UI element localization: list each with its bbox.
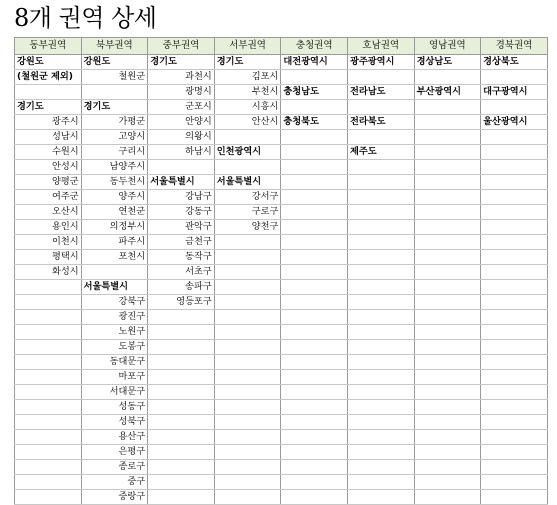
table-cell[interactable]: [347, 400, 414, 415]
table-cell[interactable]: [414, 445, 481, 460]
table-cell[interactable]: 인천광역시: [214, 145, 281, 160]
table-cell[interactable]: [347, 475, 414, 490]
table-cell[interactable]: 서울특별시: [81, 280, 148, 295]
table-cell[interactable]: [347, 265, 414, 280]
table-row: [15, 370, 548, 385]
table-cell[interactable]: 안양시: [148, 115, 215, 130]
table-cell[interactable]: [481, 400, 548, 415]
table-row: [15, 115, 548, 130]
column-header: 중부권역: [148, 38, 215, 55]
table-cell[interactable]: [148, 370, 215, 385]
table-cell[interactable]: [281, 325, 348, 340]
table-cell[interactable]: 고양시: [81, 130, 148, 145]
table-cell[interactable]: [414, 280, 481, 295]
table-header: [15, 38, 548, 55]
table-cell[interactable]: [281, 190, 348, 205]
table-cell[interactable]: [281, 295, 348, 310]
table-cell[interactable]: [414, 175, 481, 190]
table-row: [15, 310, 548, 325]
table-cell[interactable]: 광명시: [148, 85, 215, 100]
table-cell[interactable]: [281, 160, 348, 175]
table-cell[interactable]: [481, 370, 548, 385]
table-cell[interactable]: [214, 325, 281, 340]
table-cell[interactable]: [414, 145, 481, 160]
table-cell[interactable]: [281, 220, 348, 235]
table-cell[interactable]: [281, 400, 348, 415]
table-cell[interactable]: [481, 265, 548, 280]
table-cell[interactable]: 성동구: [81, 400, 148, 415]
table-cell[interactable]: 강서구: [214, 190, 281, 205]
table-cell[interactable]: 경상북도: [481, 55, 548, 70]
table-cell[interactable]: [481, 325, 548, 340]
table-cell[interactable]: [281, 100, 348, 115]
table-cell[interactable]: [281, 175, 348, 190]
table-row: [15, 280, 548, 295]
table-row: [15, 490, 548, 505]
table-cell[interactable]: [414, 415, 481, 430]
table-cell[interactable]: 수원시: [15, 145, 82, 160]
table-cell[interactable]: [481, 100, 548, 115]
table-cell[interactable]: [281, 430, 348, 445]
table-body: [15, 55, 548, 505]
table-cell[interactable]: 안성시: [15, 160, 82, 175]
table-cell[interactable]: [347, 205, 414, 220]
table-cell[interactable]: 동작구: [148, 250, 215, 265]
table-cell[interactable]: 경상남도: [414, 55, 481, 70]
table-cell[interactable]: [414, 235, 481, 250]
table-cell[interactable]: [214, 430, 281, 445]
table-row: [15, 400, 548, 415]
table-cell[interactable]: 광주광역시: [347, 55, 414, 70]
table-cell[interactable]: 울산광역시: [481, 115, 548, 130]
table-cell[interactable]: [347, 130, 414, 145]
table-cell[interactable]: [347, 100, 414, 115]
table-cell[interactable]: [347, 310, 414, 325]
table-cell[interactable]: [347, 235, 414, 250]
table-cell[interactable]: [414, 250, 481, 265]
table-cell[interactable]: [414, 355, 481, 370]
table-cell[interactable]: [81, 265, 148, 280]
table-cell[interactable]: 성남시: [15, 130, 82, 145]
table-row: [15, 460, 548, 475]
table-cell[interactable]: [281, 415, 348, 430]
table-cell[interactable]: 서울특별시: [148, 175, 215, 190]
column-header: 충청권역: [281, 38, 348, 55]
table-cell[interactable]: 양주시: [81, 190, 148, 205]
table-cell[interactable]: 용산구: [81, 430, 148, 445]
table-cell[interactable]: 전라북도: [347, 115, 414, 130]
table-cell[interactable]: [481, 385, 548, 400]
table-cell[interactable]: [281, 145, 348, 160]
table-cell[interactable]: 동두천시: [81, 175, 148, 190]
table-cell[interactable]: 평택시: [15, 250, 82, 265]
table-cell[interactable]: 은평구: [81, 445, 148, 460]
table-cell[interactable]: [481, 490, 548, 505]
table-cell[interactable]: [347, 490, 414, 505]
table-cell[interactable]: 성북구: [81, 415, 148, 430]
table-cell[interactable]: 군포시: [148, 100, 215, 115]
table-cell[interactable]: 노원구: [81, 325, 148, 340]
table-cell[interactable]: [414, 265, 481, 280]
table-cell[interactable]: [148, 445, 215, 460]
table-cell[interactable]: [281, 445, 348, 460]
table-cell[interactable]: [148, 490, 215, 505]
table-cell[interactable]: [148, 325, 215, 340]
table-cell[interactable]: [481, 250, 548, 265]
table-cell[interactable]: [481, 130, 548, 145]
table-cell[interactable]: [148, 460, 215, 475]
table-cell[interactable]: [481, 460, 548, 475]
table-cell[interactable]: [15, 430, 82, 445]
table-row: [15, 325, 548, 340]
table-cell[interactable]: [148, 475, 215, 490]
table-cell[interactable]: [214, 355, 281, 370]
table-cell[interactable]: [414, 220, 481, 235]
table-cell[interactable]: [15, 280, 82, 295]
table-cell[interactable]: [347, 250, 414, 265]
table-row: [15, 235, 548, 250]
table-cell[interactable]: [481, 70, 548, 85]
table-cell[interactable]: [281, 370, 348, 385]
table-cell[interactable]: 충청북도: [281, 115, 348, 130]
table-cell[interactable]: [15, 490, 82, 505]
table-cell[interactable]: [281, 340, 348, 355]
table-cell[interactable]: [15, 385, 82, 400]
table-cell[interactable]: [414, 100, 481, 115]
table-cell[interactable]: 의정부시: [81, 220, 148, 235]
table-cell[interactable]: [148, 415, 215, 430]
table-cell[interactable]: [214, 160, 281, 175]
table-row: [15, 220, 548, 235]
table-cell[interactable]: 대전광역시: [281, 55, 348, 70]
table-cell[interactable]: 안산시: [214, 115, 281, 130]
table-cell[interactable]: [81, 85, 148, 100]
table-cell[interactable]: 광주시: [15, 115, 82, 130]
table-cell[interactable]: [15, 85, 82, 100]
table-cell[interactable]: [281, 475, 348, 490]
table-cell[interactable]: [414, 325, 481, 340]
table-cell[interactable]: 서울특별시: [214, 175, 281, 190]
table-cell[interactable]: (철원군 제외): [15, 70, 82, 85]
table-cell[interactable]: 연천군: [81, 205, 148, 220]
column-header: 동부권역: [15, 38, 82, 55]
table-cell[interactable]: [414, 190, 481, 205]
table-cell[interactable]: 강원도: [81, 55, 148, 70]
table-cell[interactable]: [481, 190, 548, 205]
table-cell[interactable]: [15, 310, 82, 325]
table-cell[interactable]: [347, 340, 414, 355]
table-cell[interactable]: 의왕시: [148, 130, 215, 145]
table-cell[interactable]: 강남구: [148, 190, 215, 205]
table-cell[interactable]: 시흥시: [214, 100, 281, 115]
table-cell[interactable]: [281, 310, 348, 325]
table-cell[interactable]: [414, 475, 481, 490]
table-cell[interactable]: [347, 415, 414, 430]
table-cell[interactable]: 구리시: [81, 145, 148, 160]
table-cell[interactable]: [347, 175, 414, 190]
table-cell[interactable]: [281, 70, 348, 85]
table-cell[interactable]: [214, 295, 281, 310]
table-cell[interactable]: [414, 310, 481, 325]
table-cell[interactable]: [481, 235, 548, 250]
header-row: [15, 38, 548, 55]
table-row: [15, 190, 548, 205]
column-header: 서부권역: [214, 38, 281, 55]
table-cell[interactable]: [414, 160, 481, 175]
table-cell[interactable]: [347, 70, 414, 85]
table-cell[interactable]: 이천시: [15, 235, 82, 250]
table-cell[interactable]: [214, 400, 281, 415]
table-cell[interactable]: 영등포구: [148, 295, 215, 310]
table-cell[interactable]: 종로구: [81, 460, 148, 475]
table-cell[interactable]: [414, 385, 481, 400]
table-cell[interactable]: 금천구: [148, 235, 215, 250]
table-cell[interactable]: [214, 445, 281, 460]
table-cell[interactable]: [214, 235, 281, 250]
table-cell[interactable]: [214, 265, 281, 280]
table-cell[interactable]: [214, 280, 281, 295]
table-cell[interactable]: 마포구: [81, 370, 148, 385]
table-row: [15, 340, 548, 355]
table-cell[interactable]: [281, 250, 348, 265]
table-cell[interactable]: [347, 460, 414, 475]
table-cell[interactable]: [15, 445, 82, 460]
table-cell[interactable]: 대구광역시: [481, 85, 548, 100]
table-cell[interactable]: [414, 295, 481, 310]
table-cell[interactable]: 중구: [81, 475, 148, 490]
table-cell[interactable]: 오산시: [15, 205, 82, 220]
table-cell[interactable]: [281, 235, 348, 250]
column-header: 호남권역: [347, 38, 414, 55]
table-cell[interactable]: 철원군: [81, 70, 148, 85]
table-cell[interactable]: [148, 430, 215, 445]
table-cell[interactable]: [214, 490, 281, 505]
table-cell[interactable]: [414, 490, 481, 505]
table-cell[interactable]: [281, 490, 348, 505]
table-cell[interactable]: [347, 370, 414, 385]
table-cell[interactable]: [481, 175, 548, 190]
table-cell[interactable]: [414, 460, 481, 475]
table-cell[interactable]: [15, 460, 82, 475]
table-cell[interactable]: 관악구: [148, 220, 215, 235]
table-cell[interactable]: [481, 430, 548, 445]
table-cell[interactable]: [15, 400, 82, 415]
table-cell[interactable]: 양평군: [15, 175, 82, 190]
table-cell[interactable]: 전라남도: [347, 85, 414, 100]
table-cell[interactable]: [414, 370, 481, 385]
table-cell[interactable]: [481, 475, 548, 490]
table-cell[interactable]: [15, 325, 82, 340]
table-cell[interactable]: 부산광역시: [414, 85, 481, 100]
table-cell[interactable]: [347, 160, 414, 175]
table-row: [15, 250, 548, 265]
table-cell[interactable]: 강동구: [148, 205, 215, 220]
table-cell[interactable]: 가평군: [81, 115, 148, 130]
table-cell[interactable]: 강원도: [15, 55, 82, 70]
table-cell[interactable]: [347, 325, 414, 340]
table-cell[interactable]: [414, 130, 481, 145]
table-cell[interactable]: 양천구: [214, 220, 281, 235]
table-cell[interactable]: 경기도: [148, 55, 215, 70]
page-title: 8개 권역 상세: [14, 4, 157, 32]
table-row: [15, 55, 548, 70]
table-cell[interactable]: [347, 430, 414, 445]
table-cell[interactable]: 여주군: [15, 190, 82, 205]
table-cell[interactable]: [481, 205, 548, 220]
table-cell[interactable]: [214, 370, 281, 385]
table-cell[interactable]: [347, 295, 414, 310]
table-row: [15, 130, 548, 145]
table-row: [15, 355, 548, 370]
column-header: 북부권역: [81, 38, 148, 55]
table-cell[interactable]: [15, 355, 82, 370]
table-cell[interactable]: 광진구: [81, 310, 148, 325]
table-cell[interactable]: [281, 205, 348, 220]
table-cell[interactable]: [347, 385, 414, 400]
table-cell[interactable]: [414, 340, 481, 355]
table-cell[interactable]: [148, 160, 215, 175]
table-cell[interactable]: [347, 280, 414, 295]
table-cell[interactable]: 도봉구: [81, 340, 148, 355]
table-cell[interactable]: [148, 310, 215, 325]
table-cell[interactable]: [15, 340, 82, 355]
table-row: [15, 100, 548, 115]
table-row: [15, 415, 548, 430]
table-cell[interactable]: [347, 355, 414, 370]
table-cell[interactable]: 충청남도: [281, 85, 348, 100]
table-cell[interactable]: 용인시: [15, 220, 82, 235]
table-cell[interactable]: [481, 355, 548, 370]
table-cell[interactable]: 제주도: [347, 145, 414, 160]
table-cell[interactable]: [481, 295, 548, 310]
table-cell[interactable]: [281, 265, 348, 280]
table-row: [15, 385, 548, 400]
table-cell[interactable]: 서대문구: [81, 385, 148, 400]
table-row: [15, 205, 548, 220]
table-cell[interactable]: 파주시: [81, 235, 148, 250]
table-cell[interactable]: 경기도: [15, 100, 82, 115]
table-cell[interactable]: 경기도: [214, 55, 281, 70]
table-cell[interactable]: 서초구: [148, 265, 215, 280]
table-cell[interactable]: [481, 145, 548, 160]
table-cell[interactable]: [214, 460, 281, 475]
table-cell[interactable]: [214, 340, 281, 355]
table-row: [15, 475, 548, 490]
table-cell[interactable]: [281, 355, 348, 370]
column-header: 영남권역: [414, 38, 481, 55]
table-cell[interactable]: [481, 220, 548, 235]
table-cell[interactable]: [148, 355, 215, 370]
table-cell[interactable]: [481, 310, 548, 325]
table-row: [15, 175, 548, 190]
table-row: [15, 295, 548, 310]
table-cell[interactable]: 송파구: [148, 280, 215, 295]
table-cell[interactable]: [281, 385, 348, 400]
table-cell[interactable]: [481, 415, 548, 430]
table-cell[interactable]: [214, 250, 281, 265]
column-header: 경북권역: [481, 38, 548, 55]
table-cell[interactable]: [414, 70, 481, 85]
table-row: [15, 160, 548, 175]
table-cell[interactable]: 구로구: [214, 205, 281, 220]
table-cell[interactable]: 남양주시: [81, 160, 148, 175]
region-table: [14, 37, 548, 505]
table-cell[interactable]: [214, 415, 281, 430]
table-cell[interactable]: [148, 385, 215, 400]
table-cell[interactable]: [481, 340, 548, 355]
table-cell[interactable]: [214, 310, 281, 325]
table-cell[interactable]: [281, 130, 348, 145]
table-cell[interactable]: [414, 430, 481, 445]
table-cell[interactable]: 하남시: [148, 145, 215, 160]
table-cell[interactable]: [214, 475, 281, 490]
table-cell[interactable]: [214, 385, 281, 400]
table-cell[interactable]: [15, 475, 82, 490]
table-cell[interactable]: 중랑구: [81, 490, 148, 505]
table-cell[interactable]: [148, 340, 215, 355]
table-cell[interactable]: [148, 400, 215, 415]
table-row: [15, 265, 548, 280]
table-row: [15, 430, 548, 445]
table-cell[interactable]: 포천시: [81, 250, 148, 265]
table-cell[interactable]: 과천시: [148, 70, 215, 85]
table-cell[interactable]: [481, 160, 548, 175]
table-cell[interactable]: [481, 445, 548, 460]
table-cell[interactable]: [347, 220, 414, 235]
table-cell[interactable]: [481, 280, 548, 295]
table-row: [15, 145, 548, 160]
table-row: [15, 445, 548, 460]
table-row: [15, 85, 548, 100]
table-cell[interactable]: 동대문구: [81, 355, 148, 370]
table-cell[interactable]: 김포시: [214, 70, 281, 85]
table-cell[interactable]: [214, 130, 281, 145]
table-row: [15, 70, 548, 85]
table-cell[interactable]: [414, 205, 481, 220]
table-cell[interactable]: [15, 295, 82, 310]
table-cell[interactable]: [15, 370, 82, 385]
table-cell[interactable]: [15, 415, 82, 430]
table-cell[interactable]: 경기도: [81, 100, 148, 115]
table-cell[interactable]: [347, 190, 414, 205]
table-cell[interactable]: [281, 460, 348, 475]
table-cell[interactable]: 화성시: [15, 265, 82, 280]
table-cell[interactable]: [414, 400, 481, 415]
table-cell[interactable]: [281, 280, 348, 295]
table-cell[interactable]: [414, 115, 481, 130]
table-cell[interactable]: 부천시: [214, 85, 281, 100]
table-cell[interactable]: [347, 445, 414, 460]
table-cell[interactable]: 강북구: [81, 295, 148, 310]
